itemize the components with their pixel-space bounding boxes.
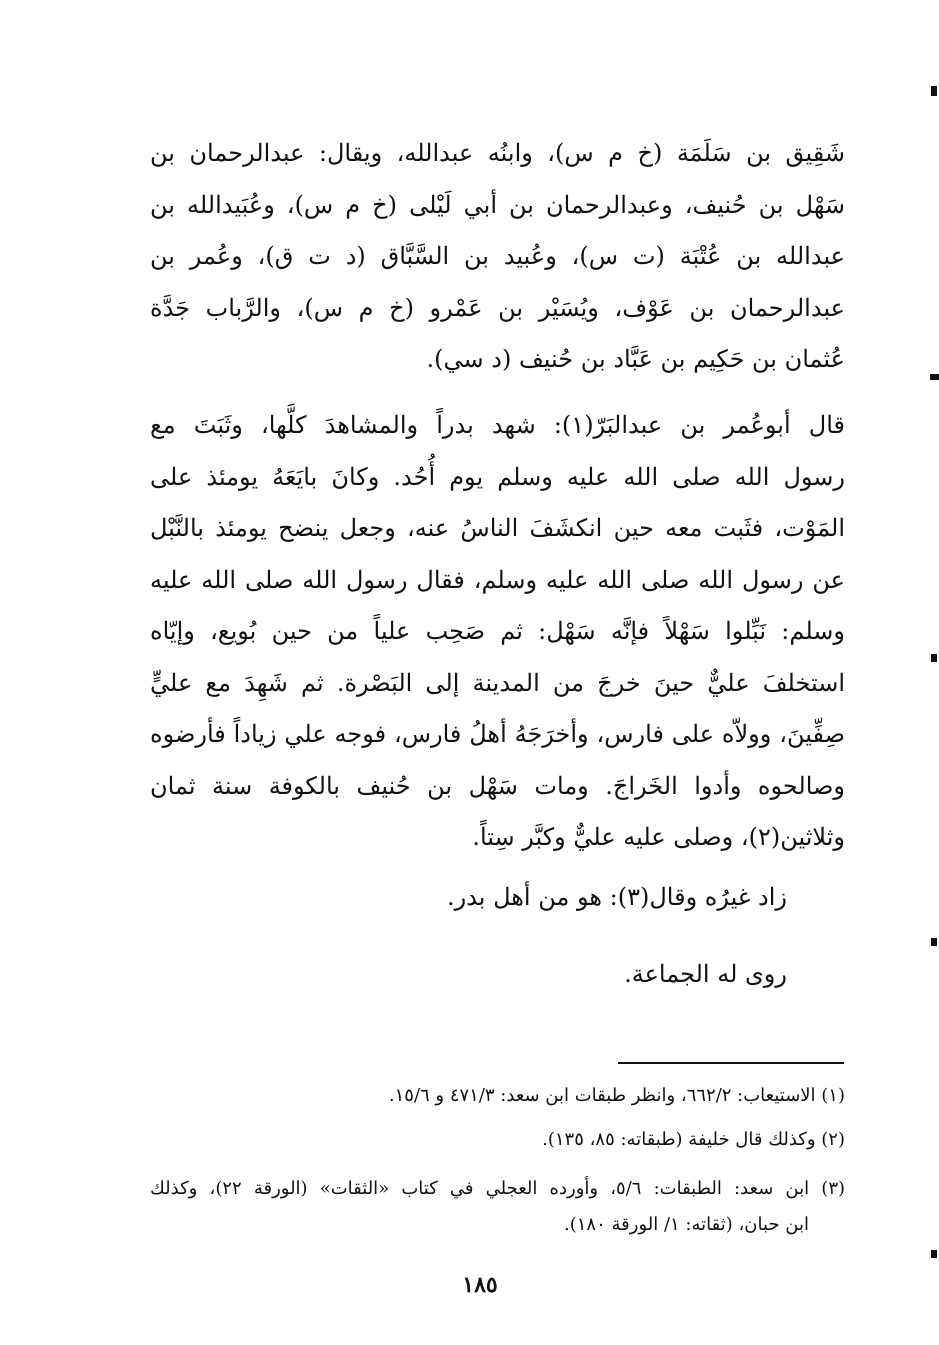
footnote-3 <box>150 1171 845 1243</box>
text-line: وثلاثين(٢)، وصلى عليه عليٌّ وكبَّر سِتاً. <box>472 823 845 851</box>
paragraph-biography <box>150 400 845 864</box>
text-line: قال أبوعُمر بن عبدالبَرّ(١): شهد بدراً والمشاهدَ كلَّها، وثَبَتَ مع <box>150 411 845 439</box>
paragraph-narration: روى له الجماعة. <box>624 960 787 988</box>
text-line: شَقِيق بن سَلَمَة (خ م س)، وابنُه عبدالله، ويقال: عبدالرحمان بن <box>150 139 845 167</box>
text-line: عُثمان بن حَكِيم بن عَبَّاد بن حُنيف (د سي). <box>426 345 845 373</box>
page-number: ١٨٥ <box>462 1272 498 1298</box>
paragraph-addition: زاد غيرُه وقال(٣): هو من أهل بدر. <box>446 883 787 911</box>
scan-edge-mark <box>931 938 937 946</box>
paragraph-narrators <box>150 128 845 386</box>
footnote-line: (٢) وكذلك قال خليفة (طبقاته: ٨٥، ١٣٥). <box>542 1129 845 1150</box>
footnote-line: (٣) ابن سعد: الطبقات: ٥/٦، وأورده العجلي في كتاب «الثقات» (الورقة ٢٢)، وكذلك <box>150 1178 845 1199</box>
scan-edge-mark <box>930 374 939 380</box>
footnote-1 <box>150 1078 845 1114</box>
text-line: عبدالله بن عُتْبَة (ت س)، وعُبيد بن السَّبَّاق (د ت ق)، وعُمر بن <box>150 242 845 270</box>
text-line: وسلم: نَبِّلوا سَهْلاً فإنَّه سَهْل: ثم صَحِب علياً من حين بُويع، وإيّاه <box>150 617 845 645</box>
text-line: استخلفَ عليٌّ حينَ خرجَ من المدينة إلى البَصْرة. ثم شَهِدَ مع عليٍّ <box>150 668 845 697</box>
text-line: عبدالرحمان بن عَوْف، ويُسَيْر بن عَمْرو (خ م س)، والرَّباب جَدَّة <box>150 293 845 322</box>
text-line: رسول الله صلى الله عليه وسلم يوم أُحُد. وكانَ بايَعَهُ يومئذ على <box>150 462 845 491</box>
text-line: المَوْت، فثَبت معه حين انكشَفَ الناسُ عنه، وجعل ينضح يومئذ بالنَّبْل <box>150 514 845 542</box>
scan-edge-mark <box>931 654 937 662</box>
scan-edge-mark <box>931 86 937 96</box>
scan-edge-mark <box>931 1250 937 1258</box>
footnote-line: (١) الاستيعاب: ٦٦٢/٢، وانظر طبقات ابن سعد: ٤٧١/٣ و ١٥/٦. <box>388 1085 845 1106</box>
footnote-separator <box>618 1062 844 1064</box>
text-line: سَهْل بن حُنيف، وعبدالرحمان بن أبي لَيْلى (خ م س)، وعُبَيدالله بن <box>150 190 845 219</box>
text-line: عن رسول الله صلى الله عليه وسلم، فقال رسول الله صلى الله عليه <box>150 565 845 594</box>
footnote-line: ابن حبان، (ثقاته: ١/ الورقة ١٨٠). <box>564 1214 809 1235</box>
text-line: صِفِّينَ، وولاّه على فارس، وأخرَجَهُ أهلُ فارس، فوجه علي زياداً فأرضوه <box>150 720 845 748</box>
text-line: وصالحوه وأدوا الخَراجَ. ومات سَهْل بن حُنيف بالكوفة سنة ثمان <box>150 771 845 800</box>
footnote-2 <box>150 1122 845 1158</box>
